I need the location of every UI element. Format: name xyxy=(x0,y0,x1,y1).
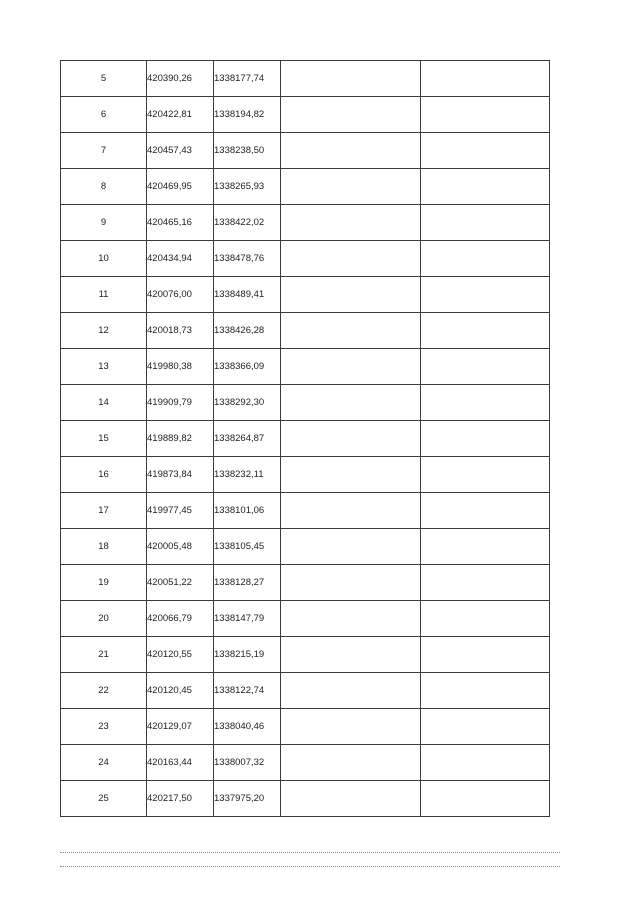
empty-cell xyxy=(281,385,421,421)
empty-cell xyxy=(281,601,421,637)
dotted-separator-line xyxy=(60,852,560,853)
point-number-cell: 17 xyxy=(61,493,147,529)
table-row xyxy=(61,421,550,457)
table-row xyxy=(61,277,550,313)
empty-cell xyxy=(281,97,421,133)
empty-cell xyxy=(421,457,550,493)
y-coordinate-cell: 1338147,79 xyxy=(214,601,281,637)
x-coordinate-cell: 420465,16 xyxy=(147,205,214,241)
y-coordinate-cell: 1338007,32 xyxy=(214,745,281,781)
empty-cell xyxy=(281,169,421,205)
y-coordinate-cell: 1337975,20 xyxy=(214,781,281,817)
point-number-cell: 15 xyxy=(61,421,147,457)
table-row xyxy=(61,385,550,421)
table-row xyxy=(61,97,550,133)
y-coordinate-cell: 1338489,41 xyxy=(214,277,281,313)
y-coordinate-cell: 1338265,93 xyxy=(214,169,281,205)
table-row xyxy=(61,133,550,169)
table-row xyxy=(61,493,550,529)
empty-cell xyxy=(281,205,421,241)
y-coordinate-cell: 1338194,82 xyxy=(214,97,281,133)
empty-cell xyxy=(421,241,550,277)
empty-cell xyxy=(421,493,550,529)
point-number-cell: 24 xyxy=(61,745,147,781)
y-coordinate-cell: 1338426,28 xyxy=(214,313,281,349)
empty-cell xyxy=(281,133,421,169)
x-coordinate-cell: 420163,44 xyxy=(147,745,214,781)
empty-cell xyxy=(421,313,550,349)
empty-cell xyxy=(421,673,550,709)
table-row xyxy=(61,637,550,673)
empty-cell xyxy=(281,313,421,349)
empty-cell xyxy=(281,529,421,565)
y-coordinate-cell: 1338128,27 xyxy=(214,565,281,601)
table-row xyxy=(61,241,550,277)
table-row xyxy=(61,313,550,349)
y-coordinate-cell: 1338366,09 xyxy=(214,349,281,385)
empty-cell xyxy=(421,421,550,457)
y-coordinate-cell: 1338478,76 xyxy=(214,241,281,277)
empty-cell xyxy=(421,205,550,241)
empty-cell xyxy=(421,745,550,781)
empty-cell xyxy=(421,133,550,169)
point-number-cell: 6 xyxy=(61,97,147,133)
x-coordinate-cell: 420217,50 xyxy=(147,781,214,817)
empty-cell xyxy=(281,61,421,97)
table-row xyxy=(61,565,550,601)
x-coordinate-cell: 420422,81 xyxy=(147,97,214,133)
empty-cell xyxy=(281,637,421,673)
table-row xyxy=(61,601,550,637)
y-coordinate-cell: 1338101,06 xyxy=(214,493,281,529)
empty-cell xyxy=(421,601,550,637)
empty-cell xyxy=(421,637,550,673)
table-row xyxy=(61,169,550,205)
y-coordinate-cell: 1338264,87 xyxy=(214,421,281,457)
x-coordinate-cell: 420469,95 xyxy=(147,169,214,205)
coordinates-table xyxy=(60,60,550,817)
table-row xyxy=(61,457,550,493)
y-coordinate-cell: 1338422,02 xyxy=(214,205,281,241)
point-number-cell: 9 xyxy=(61,205,147,241)
point-number-cell: 11 xyxy=(61,277,147,313)
table-row xyxy=(61,673,550,709)
x-coordinate-cell: 419909,79 xyxy=(147,385,214,421)
y-coordinate-cell: 1338238,50 xyxy=(214,133,281,169)
point-number-cell: 8 xyxy=(61,169,147,205)
x-coordinate-cell: 420129,07 xyxy=(147,709,214,745)
y-coordinate-cell: 1338105,45 xyxy=(214,529,281,565)
x-coordinate-cell: 420434,94 xyxy=(147,241,214,277)
point-number-cell: 7 xyxy=(61,133,147,169)
empty-cell xyxy=(281,421,421,457)
empty-cell xyxy=(421,349,550,385)
y-coordinate-cell: 1338177,74 xyxy=(214,61,281,97)
x-coordinate-cell: 420390,26 xyxy=(147,61,214,97)
empty-cell xyxy=(281,745,421,781)
y-coordinate-cell: 1338292,30 xyxy=(214,385,281,421)
x-coordinate-cell: 420051,22 xyxy=(147,565,214,601)
table-row xyxy=(61,745,550,781)
table-row xyxy=(61,349,550,385)
empty-cell xyxy=(281,709,421,745)
table-row xyxy=(61,61,550,97)
table-row xyxy=(61,205,550,241)
empty-cell xyxy=(421,61,550,97)
x-coordinate-cell: 420005,48 xyxy=(147,529,214,565)
dotted-separator-line xyxy=(60,866,560,867)
empty-cell xyxy=(281,457,421,493)
point-number-cell: 18 xyxy=(61,529,147,565)
y-coordinate-cell: 1338232,11 xyxy=(214,457,281,493)
point-number-cell: 10 xyxy=(61,241,147,277)
point-number-cell: 12 xyxy=(61,313,147,349)
empty-cell xyxy=(281,277,421,313)
point-number-cell: 23 xyxy=(61,709,147,745)
x-coordinate-cell: 419889,82 xyxy=(147,421,214,457)
x-coordinate-cell: 420120,55 xyxy=(147,637,214,673)
empty-cell xyxy=(421,385,550,421)
coordinates-table-body xyxy=(61,61,550,817)
table-row xyxy=(61,709,550,745)
empty-cell xyxy=(281,493,421,529)
point-number-cell: 16 xyxy=(61,457,147,493)
empty-cell xyxy=(281,349,421,385)
empty-cell xyxy=(281,565,421,601)
x-coordinate-cell: 420457,43 xyxy=(147,133,214,169)
empty-cell xyxy=(421,277,550,313)
x-coordinate-cell: 419977,45 xyxy=(147,493,214,529)
point-number-cell: 5 xyxy=(61,61,147,97)
empty-cell xyxy=(421,781,550,817)
empty-cell xyxy=(421,565,550,601)
point-number-cell: 21 xyxy=(61,637,147,673)
point-number-cell: 20 xyxy=(61,601,147,637)
x-coordinate-cell: 420120,45 xyxy=(147,673,214,709)
point-number-cell: 14 xyxy=(61,385,147,421)
y-coordinate-cell: 1338215,19 xyxy=(214,637,281,673)
x-coordinate-cell: 420018,73 xyxy=(147,313,214,349)
table-row xyxy=(61,529,550,565)
x-coordinate-cell: 420076,00 xyxy=(147,277,214,313)
point-number-cell: 22 xyxy=(61,673,147,709)
x-coordinate-cell: 419873,84 xyxy=(147,457,214,493)
point-number-cell: 25 xyxy=(61,781,147,817)
empty-cell xyxy=(281,781,421,817)
x-coordinate-cell: 420066,79 xyxy=(147,601,214,637)
empty-cell xyxy=(421,169,550,205)
empty-cell xyxy=(281,241,421,277)
empty-cell xyxy=(421,529,550,565)
table-row xyxy=(61,781,550,817)
x-coordinate-cell: 419980,38 xyxy=(147,349,214,385)
empty-cell xyxy=(421,709,550,745)
y-coordinate-cell: 1338040,46 xyxy=(214,709,281,745)
empty-cell xyxy=(421,97,550,133)
y-coordinate-cell: 1338122,74 xyxy=(214,673,281,709)
point-number-cell: 13 xyxy=(61,349,147,385)
point-number-cell: 19 xyxy=(61,565,147,601)
empty-cell xyxy=(281,673,421,709)
